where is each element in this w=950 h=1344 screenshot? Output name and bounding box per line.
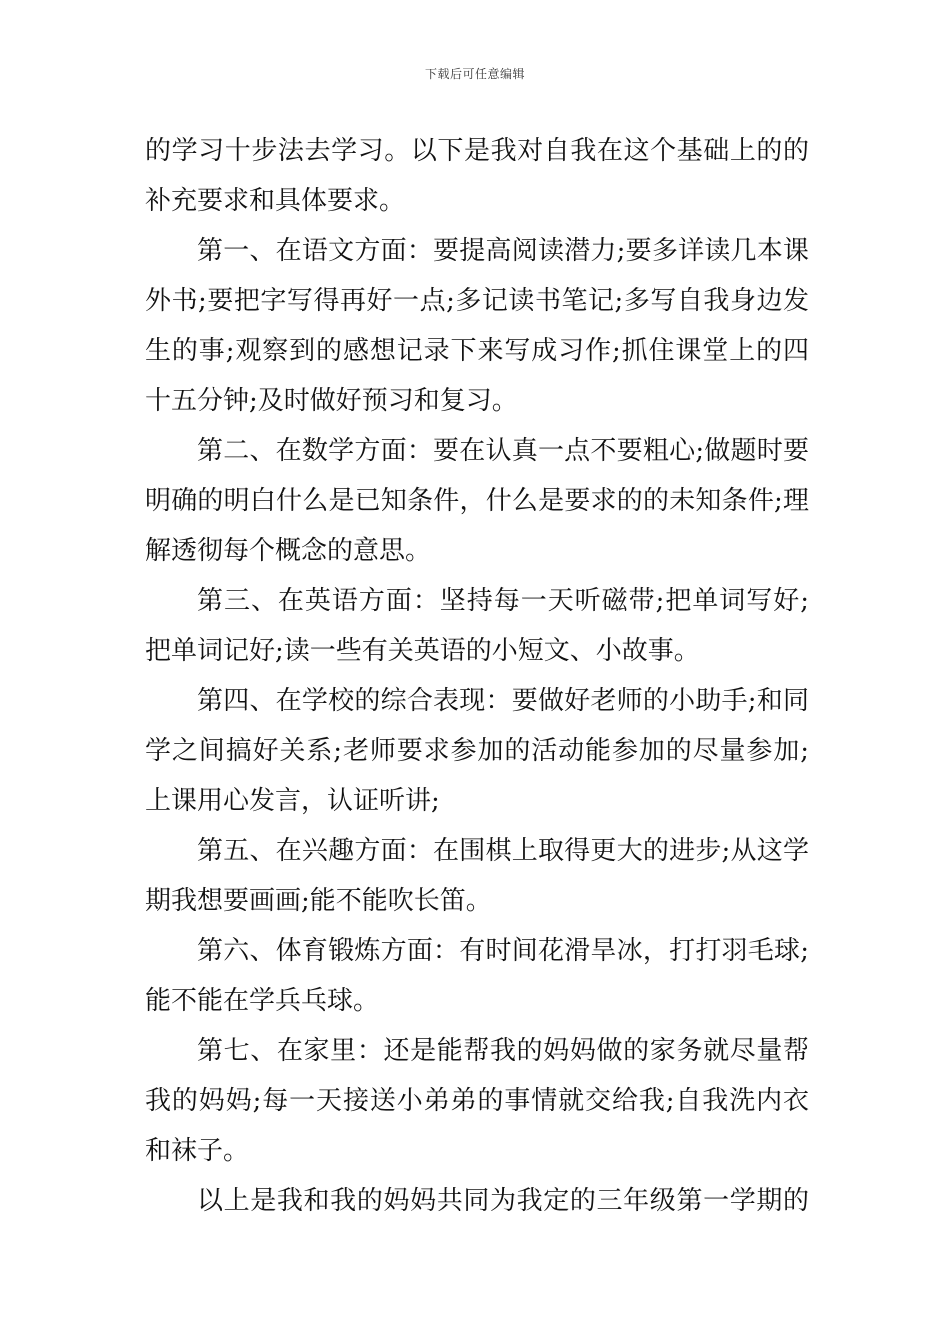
text-line: 第五、在兴趣方面：在围棋上取得更大的进步;从这学: [197, 836, 809, 866]
page-header: 下载后可任意编辑: [424, 67, 525, 81]
text-line: 和袜子。: [145, 1136, 250, 1166]
text-line: 把单词记好;读一些有关英语的小短文、小故事。: [145, 636, 700, 666]
text-line: 第三、在英语方面：坚持每一天听磁带;把单词写好;: [197, 586, 809, 616]
text-line: 补充要求和具体要求。: [145, 186, 406, 216]
text-line: 明确的明白什么是已知条件，什么是要求的的未知条件;理: [145, 486, 809, 516]
text-line: 第二、在数学方面：要在认真一点不要粗心;做题时要: [197, 436, 809, 466]
text-line: 第六、体育锻炼方面：有时间花滑旱冰，打打羽毛球;: [197, 936, 809, 966]
text-line: 第七、在家里：还是能帮我的妈妈做的家务就尽量帮: [197, 1036, 809, 1066]
text-line: 学之间搞好关系;老师要求参加的活动能参加的尽量参加;: [145, 736, 809, 766]
text-line: 外书;要把字写得再好一点;多记读书笔记;多写自我身边发: [145, 286, 809, 316]
text-line: 期我想要画画;能不能吹长笛。: [145, 886, 492, 916]
text-line: 上课用心发言，认证听讲;: [145, 786, 440, 816]
text-line: 能不能在学兵乓球。: [145, 986, 380, 1016]
document-body: [145, 126, 809, 1226]
text-line: 解透彻每个概念的意思。: [145, 536, 432, 566]
text-line: 的学习十步法去学习。以下是我对自我在这个基础上的的: [145, 136, 809, 166]
text-line: 十五分钟;及时做好预习和复习。: [145, 386, 518, 416]
text-line: 生的事;观察到的感想记录下来写成习作;抓住课堂上的四: [145, 336, 809, 366]
text-line: 以上是我和我的妈妈共同为我定的三年级第一学期的: [197, 1186, 809, 1216]
text-line: 我的妈妈;每一天接送小弟弟的事情就交给我;自我洗内衣: [145, 1086, 809, 1116]
text-line: 第一、在语文方面：要提高阅读潜力;要多详读几本课: [197, 236, 809, 266]
text-line: 第四、在学校的综合表现：要做好老师的小助手;和同: [197, 686, 809, 716]
